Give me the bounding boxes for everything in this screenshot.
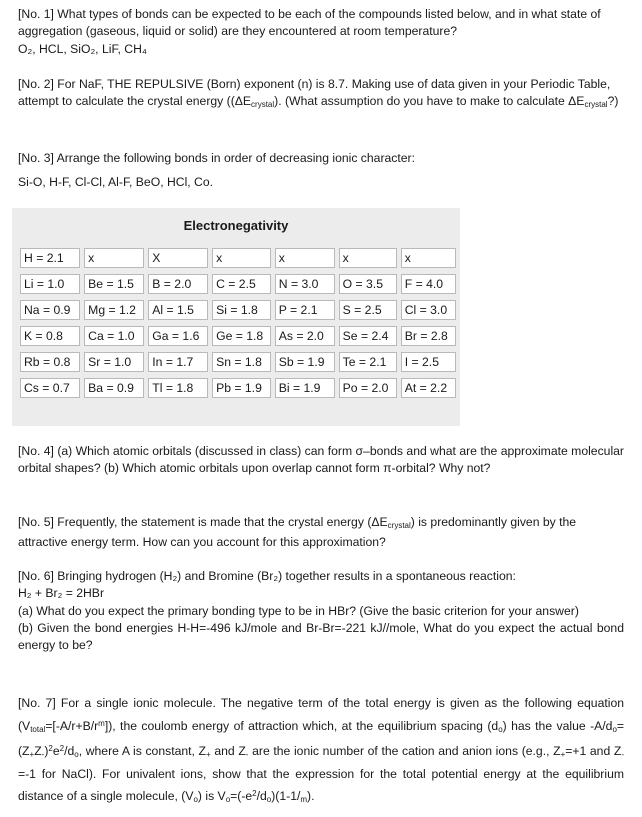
table-cell: Se = 2.4	[339, 326, 397, 346]
table-cell: Ba = 0.9	[84, 378, 144, 398]
question-3	[18, 150, 624, 192]
table-cell: H = 2.1	[20, 248, 80, 268]
table-cell: x	[84, 248, 144, 268]
table-cell: X	[148, 248, 208, 268]
table-cell: Pb = 1.9	[212, 378, 271, 398]
table-cell: Al = 1.5	[148, 300, 208, 320]
table-cell: x	[275, 248, 335, 268]
electronegativity-table	[12, 208, 460, 426]
table-cell: N = 3.0	[275, 274, 335, 294]
table-cell: O = 3.5	[339, 274, 397, 294]
table-row	[20, 300, 456, 320]
table-cell: Sr = 1.0	[84, 352, 144, 372]
question-4-text: [No. 4] (a) Which atomic orbitals (discussed in class) can form σ–bonds and what are the approximate molecular orbital shapes? (b) Which atomic orbitals upon overlap cannot form π-orbital? Why not?	[18, 444, 624, 476]
table-cell: x	[339, 248, 397, 268]
question-6-reaction: H₂ + Br₂ = 2HBr	[18, 586, 104, 601]
table-cell: Na = 0.9	[20, 300, 80, 320]
question-7-text: [No. 7] For a single ionic molecule. The negative term of the total energy is given as the following equation $(V_{total}=[-A/r+B/r^m])$, the coulomb energy of attraction which, at the equilibrium spacing $(d_o)$ has the value $-A/d_o=(Z_+Z_-)^2e^2/d_o$, where A is constant, $Z_+$ and $Z_-$ are the ionic number of the cation and anion ions (e.g., $Z_+=+1$ and $Z_-=-1$ for NaCl). For univalent ions, show that the expression for the total potential energy at the equilibrium distance of a single molecule, $(V_o)$ is $V_o=(-e^2/d_o)(1-1/_m)$.	[18, 696, 625, 804]
question-5-text: [No. 5] Frequently, the statement is made that the crystal energy $(\Delta E_{crystal})$ is predominantly given by the attractive energy term. How can you account for this approximation?	[18, 515, 577, 550]
table-cell: As = 2.0	[275, 326, 335, 346]
question-7	[18, 694, 624, 810]
table-cell: I = 2.5	[401, 352, 456, 372]
table-cell: Te = 2.1	[339, 352, 397, 372]
table-cell: x	[212, 248, 271, 268]
table-row	[20, 248, 456, 268]
question-1-compounds: O₂, HCL, SiO₂, LiF, CH₄	[18, 41, 147, 56]
table-cell: S = 2.5	[339, 300, 397, 320]
table-cell: Cl = 3.0	[401, 300, 456, 320]
table-row	[20, 352, 456, 372]
question-6-part-b: (b) Given the bond energies H-H=-496 kJ/mole and Br-Br=-221 kJ//mole, What do you expect the actual bond energy to be?	[18, 620, 624, 653]
table-row	[20, 326, 456, 346]
table-cell: P = 2.1	[275, 300, 335, 320]
table-cell: Li = 1.0	[20, 274, 80, 294]
question-3-bonds: Si-O, H-F, Cl-Cl, Al-F, BeO, HCl, Co.	[18, 175, 214, 190]
table-cell: B = 2.0	[148, 274, 208, 294]
table-row	[20, 274, 456, 294]
table-cell: Si = 1.8	[212, 300, 271, 320]
table-cell: Rb = 0.8	[20, 352, 80, 372]
table-cell: Be = 1.5	[84, 274, 144, 294]
question-5	[18, 514, 624, 552]
table-cell: Mg = 1.2	[84, 300, 144, 320]
table-cell: Cs = 0.7	[20, 378, 80, 398]
question-1-text: [No. 1] What types of bonds can be expected to be each of the compounds listed below, and in what state of aggregation (gaseous, liquid or solid) are they encountered at room temperature?	[18, 7, 601, 39]
table-cell: Sn = 1.8	[212, 352, 271, 372]
table-title: Electronegativity	[183, 218, 289, 233]
table-cell: In = 1.7	[148, 352, 208, 372]
table-cell: F = 4.0	[401, 274, 456, 294]
question-6-part-a: (a) What do you expect the primary bonding type to be in HBr? (Give the basic criterion for your answer)	[18, 603, 579, 618]
table-cell: Bi = 1.9	[275, 378, 335, 398]
table-cell: Tl = 1.8	[148, 378, 208, 398]
table-cell: Sb = 1.9	[275, 352, 335, 372]
question-6-text: [No. 6] Bringing hydrogen (H₂) and Bromine (Br₂) together results in a spontaneous reaction:	[18, 569, 516, 583]
table-cell: Ga = 1.6	[148, 326, 208, 346]
table-cell: At = 2.2	[401, 378, 456, 398]
question-1	[18, 6, 624, 58]
table-row	[20, 378, 456, 398]
table-cell: C = 2.5	[212, 274, 271, 294]
table-cell: x	[401, 248, 456, 268]
electronegativity-grid	[16, 242, 460, 404]
table-cell: Br = 2.8	[401, 326, 456, 346]
question-2-text: [No. 2] For NaF, THE REPULSIVE (Born) exponent (n) is 8.7. Making use of data given in your Periodic Table, attempt to calculate the crystal energy ($(\Delta E_{crystal})$. (What assumption do you have to make to calculate $\Delta E_{crystal}$?)	[18, 77, 619, 110]
question-2	[18, 76, 624, 114]
table-cell: K = 0.8	[20, 326, 80, 346]
table-cell: Ge = 1.8	[212, 326, 271, 346]
table-cell: Ca = 1.0	[84, 326, 144, 346]
table-cell: Po = 2.0	[339, 378, 397, 398]
question-6	[18, 568, 624, 654]
question-3-text: [No. 3] Arrange the following bonds in order of decreasing ionic character:	[18, 151, 415, 165]
question-4	[18, 443, 624, 478]
